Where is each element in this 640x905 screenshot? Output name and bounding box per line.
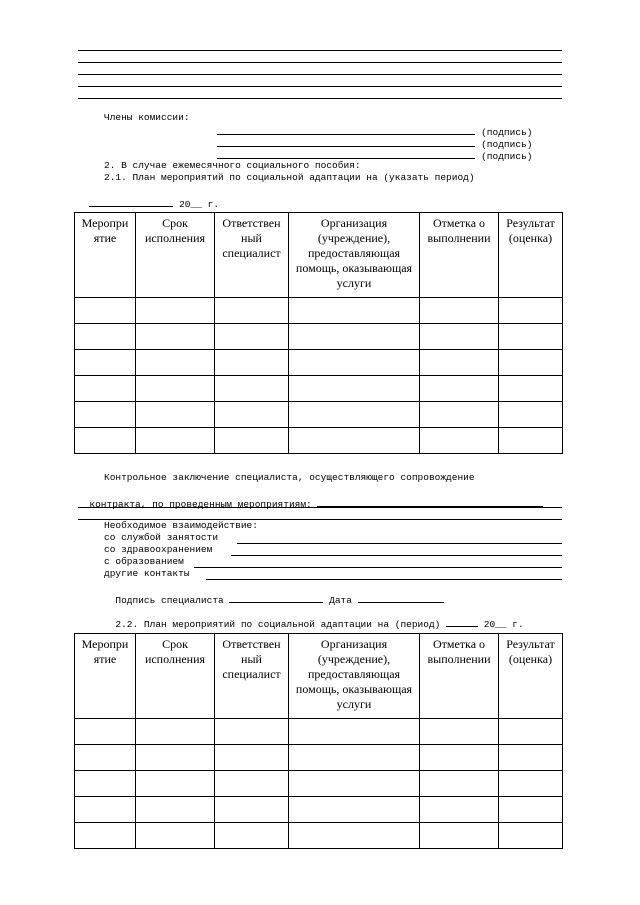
table-row bbox=[75, 376, 563, 402]
table-cell[interactable] bbox=[420, 745, 499, 771]
header-responsible: Ответствен ный специалист bbox=[215, 634, 289, 719]
table-cell[interactable] bbox=[499, 350, 563, 376]
signature-field-3[interactable] bbox=[217, 148, 475, 159]
table-cell[interactable] bbox=[136, 376, 215, 402]
table-row bbox=[75, 771, 563, 797]
table-cell[interactable] bbox=[289, 745, 420, 771]
table-cell[interactable] bbox=[215, 428, 289, 454]
interaction-employment-label: со службой занятости bbox=[104, 532, 219, 543]
header-deadline: Срок исполнения bbox=[136, 213, 215, 298]
table-cell[interactable] bbox=[75, 745, 136, 771]
signature-label-2: (подпись) bbox=[481, 139, 533, 150]
table-row bbox=[75, 797, 563, 823]
table-cell[interactable] bbox=[215, 298, 289, 324]
header-deadline: Срок исполнения bbox=[136, 634, 215, 719]
header-completion-mark: Отметка о выполнении bbox=[420, 634, 499, 719]
control-conclusion-label: контракта, по проведенным мероприятиям: bbox=[89, 499, 312, 510]
specialist-signature-label: Подпись специалиста bbox=[115, 595, 224, 606]
table-cell[interactable] bbox=[215, 797, 289, 823]
table-cell[interactable] bbox=[136, 771, 215, 797]
control-conclusion-field[interactable] bbox=[317, 496, 543, 507]
signature-label-1: (подпись) bbox=[481, 127, 533, 138]
table-cell[interactable] bbox=[136, 745, 215, 771]
table-cell[interactable] bbox=[215, 745, 289, 771]
table-cell[interactable] bbox=[215, 719, 289, 745]
plan-table-2-2 bbox=[74, 633, 563, 849]
table-row bbox=[75, 324, 563, 350]
table-cell[interactable] bbox=[420, 428, 499, 454]
header-event: Меропри ятие bbox=[75, 634, 136, 719]
table-row bbox=[75, 298, 563, 324]
table-cell[interactable] bbox=[499, 745, 563, 771]
plan22-text: 2.2. План мероприятий по социальной адаптации на (период) bbox=[115, 619, 441, 630]
interaction-health-field[interactable] bbox=[231, 555, 562, 556]
table-cell[interactable] bbox=[289, 350, 420, 376]
header-organization: Организация (учреждение), предоставляющая помощь, оказывающая услуги bbox=[289, 213, 420, 298]
table-cell[interactable] bbox=[75, 324, 136, 350]
table-cell[interactable] bbox=[289, 797, 420, 823]
header-completion-mark: Отметка о выполнении bbox=[420, 213, 499, 298]
table-cell[interactable] bbox=[136, 823, 215, 849]
interaction-education-label: с образованием bbox=[104, 556, 184, 567]
specialist-signature-row bbox=[104, 580, 444, 607]
table-cell[interactable] bbox=[75, 823, 136, 849]
table-cell[interactable] bbox=[499, 823, 563, 849]
table-cell[interactable] bbox=[136, 428, 215, 454]
blank-line-1 bbox=[78, 50, 562, 51]
interaction-employment-field[interactable] bbox=[237, 543, 562, 544]
blank-line-3 bbox=[78, 74, 562, 75]
date-field[interactable] bbox=[358, 592, 444, 603]
interaction-other-label: другие контакты bbox=[104, 568, 190, 579]
table-cell[interactable] bbox=[420, 324, 499, 350]
table-cell[interactable] bbox=[499, 719, 563, 745]
table-cell[interactable] bbox=[420, 298, 499, 324]
table-cell[interactable] bbox=[289, 376, 420, 402]
table-row bbox=[75, 823, 563, 849]
table-cell[interactable] bbox=[215, 350, 289, 376]
table-cell[interactable] bbox=[499, 376, 563, 402]
table-row bbox=[75, 745, 563, 771]
table-cell[interactable] bbox=[136, 298, 215, 324]
section2-heading: 2. В случае ежемесячного социального пособия: bbox=[104, 160, 361, 171]
table-cell[interactable] bbox=[75, 402, 136, 428]
control-conclusion-line-2 bbox=[78, 507, 562, 508]
table-cell[interactable] bbox=[136, 719, 215, 745]
table-cell[interactable] bbox=[289, 719, 420, 745]
table-cell[interactable] bbox=[215, 823, 289, 849]
table-cell[interactable] bbox=[499, 771, 563, 797]
plan22-year: 20__ г. bbox=[483, 619, 524, 630]
table-cell[interactable] bbox=[215, 324, 289, 350]
table-cell[interactable] bbox=[289, 823, 420, 849]
table-cell[interactable] bbox=[289, 428, 420, 454]
table-cell[interactable] bbox=[75, 298, 136, 324]
table-cell[interactable] bbox=[420, 823, 499, 849]
table-cell[interactable] bbox=[289, 324, 420, 350]
interaction-heading: Необходимое взаимодействие: bbox=[104, 520, 258, 531]
table-cell[interactable] bbox=[499, 428, 563, 454]
table-cell[interactable] bbox=[75, 350, 136, 376]
plan21-period-row bbox=[78, 184, 219, 211]
header-result: Результат (оценка) bbox=[499, 634, 563, 719]
table-cell[interactable] bbox=[499, 402, 563, 428]
date-label: Дата bbox=[329, 595, 352, 606]
table-cell[interactable] bbox=[215, 402, 289, 428]
table-cell[interactable] bbox=[420, 797, 499, 823]
table-cell[interactable] bbox=[420, 771, 499, 797]
table-cell[interactable] bbox=[75, 771, 136, 797]
table-cell[interactable] bbox=[420, 719, 499, 745]
table-cell[interactable] bbox=[215, 376, 289, 402]
table-cell[interactable] bbox=[289, 402, 420, 428]
table-cell[interactable] bbox=[499, 324, 563, 350]
table-cell[interactable] bbox=[420, 402, 499, 428]
header-responsible: Ответствен ный специалист bbox=[215, 213, 289, 298]
table-cell[interactable] bbox=[136, 350, 215, 376]
header-organization: Организация (учреждение), предоставляющая помощь, оказывающая услуги bbox=[289, 634, 420, 719]
table-cell[interactable] bbox=[420, 350, 499, 376]
blank-line-5 bbox=[78, 98, 562, 99]
control-conclusion-text: Контрольное заключение специалиста, осуществляющего сопровождение bbox=[104, 472, 475, 483]
table-cell[interactable] bbox=[75, 376, 136, 402]
signature-label-3: (подпись) bbox=[481, 151, 533, 162]
plan21-year: 20__ г. bbox=[179, 199, 220, 210]
signature-row-3 bbox=[206, 136, 532, 163]
blank-line-2 bbox=[78, 62, 562, 63]
plan22-period-field[interactable] bbox=[446, 616, 478, 627]
blank-line-4 bbox=[78, 86, 562, 87]
commission-members-label: Члены комиссии: bbox=[104, 112, 190, 123]
table-cell[interactable] bbox=[136, 324, 215, 350]
table-cell[interactable] bbox=[499, 797, 563, 823]
table-cell[interactable] bbox=[420, 376, 499, 402]
table-cell[interactable] bbox=[289, 298, 420, 324]
table-row bbox=[75, 350, 563, 376]
plan-table-2-1 bbox=[74, 212, 563, 454]
table-cell[interactable] bbox=[75, 428, 136, 454]
plan21-period-field[interactable] bbox=[89, 196, 173, 207]
table-row bbox=[75, 428, 563, 454]
table-cell[interactable] bbox=[75, 719, 136, 745]
header-result: Результат (оценка) bbox=[499, 213, 563, 298]
plan22-row bbox=[104, 604, 524, 631]
specialist-signature-field[interactable] bbox=[229, 592, 323, 603]
table-cell[interactable] bbox=[136, 402, 215, 428]
table-cell[interactable] bbox=[215, 771, 289, 797]
header-event: Меропри ятие bbox=[75, 213, 136, 298]
table-cell[interactable] bbox=[289, 771, 420, 797]
table-cell[interactable] bbox=[499, 298, 563, 324]
interaction-education-field[interactable] bbox=[194, 567, 562, 568]
table-cell[interactable] bbox=[136, 797, 215, 823]
table-row bbox=[75, 402, 563, 428]
table-cell[interactable] bbox=[75, 797, 136, 823]
table-row bbox=[75, 719, 563, 745]
plan21-text: 2.1. План мероприятий по социальной адаптации на (указать период) bbox=[104, 172, 475, 183]
interaction-health-label: со здравоохранением bbox=[104, 544, 213, 555]
